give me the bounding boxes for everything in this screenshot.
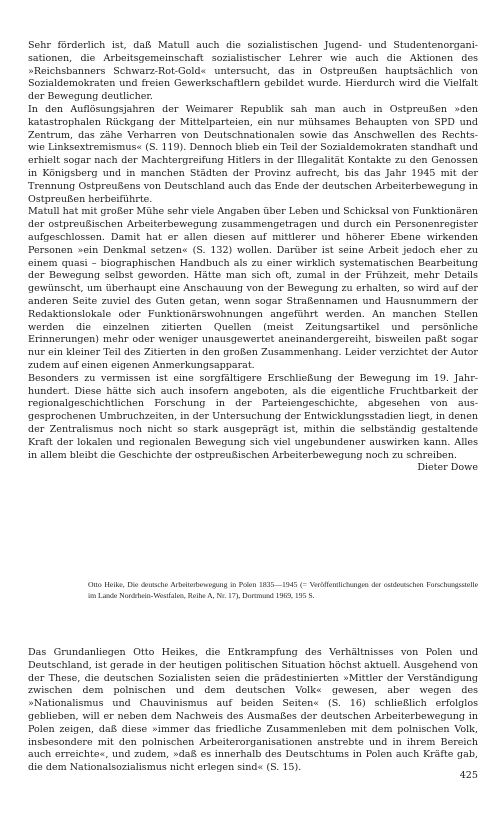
paragraph: Das Grundanliegen Otto Heikes, die Entkrampfung des Verhältnisses von Polen und Deutschland, ist gerade in der heutigen politischen Situation höchst aktuell. Ausgehend von der These, die deutschen Sozialisten seien die prädestinierten »Mittler der Verständigung zwischen dem polnischen und dem deutschen Volk« gewesen, aber wegen des »Nationalismus und Chauvinismus auf beiden Seiten« (S. 16) schließlich erfolglos geblieben, will er neben dem Nachweis des Ausmaßes der deutschen Arbeiterbewegung in Polen zeigen, daß diese »immer das friedliche Zusammenleben mit dem polnischen Volk, insbesondere mit den polnischen Arbeiterorganisationen anstrebte und in ihrem Bereich auch erreichte«, und zudem, »daß es innerhalb des Deutschtums in Polen auch Kräfte gab, die dem Nationalsozialismus nicht erlegen sind« (S. 15). bbox=[28, 647, 478, 774]
book-citation bbox=[88, 580, 478, 601]
paragraph: Sehr förderlich ist, daß Matull auch die sozialistischen Jugend- und Studentenorganisationen, die Arbeitsgemeinschaft sozialistischer Lehrer wie auch die Aktionen des »Reichsbanners Schwarz-Rot-Gold« untersucht, das in Ostpreußen hauptsächlich von Sozialdemokraten und freien Gewerkschaftlern gebildet wurde. Hierdurch wird die Vielfalt der Bewegung deutlicher. bbox=[28, 40, 478, 103]
paragraph: Besonders zu vermissen ist eine sorgfältigere Erschließung der Bewegung im 19. Jahrhundert. Diese hätte sich auch insofern angeboten, als die eigentliche Fruchtbarkeit der regionalgeschichtlichen Forschung in der Parteiengeschichte, abgesehen von ausgesprochenen Umbruchzeiten, in der Untersuchung der Entwicklungsstadien liegt, in denen der Zentralismus noch nicht so stark ausgeprägt ist, mithin die selbständig gestaltende Kraft der lokalen und regionalen Bewegung sich viel ungebundener auswirken kann. Alles in allem bleibt die Geschichte der ostpreußischen Arbeiterbewegung noch zu schreiben. bbox=[28, 372, 478, 461]
page-number: 425 bbox=[459, 770, 478, 781]
citation-text: Otto Heike, Die deutsche Arbeiterbewegung in Polen 1835—1945 (= Veröffentlichungen der ostdeutschen Forschungsstelle im Lande Nordrhein-Westfalen, Reihe A, Nr. 17), Dortmund 1969, 195 S. bbox=[88, 580, 478, 600]
review-heike bbox=[28, 647, 478, 775]
review-matull bbox=[28, 40, 478, 475]
paragraph: In den Auflösungsjahren der Weimarer Republik sah man auch in Ostpreußen »den katastrophalen Rückgang der Mittelparteien, ein nur mühsames Behaupten von SPD und Zentrum, das zähe Verharren von Deutschnationalen sowie das Anschwellen des Rechts- wie Linksextremismus« (S. 119). Dennoch blieb ein Teil der Sozialdemokraten standhaft und erhielt sogar nach der Machtergreifung Hitlers in der Illegalität Kontakte zu den Genossen in Königsberg und in manchen Städten der Provinz aufrecht, bis das Jahr 1945 mit der Trennung Ostpreußens von Deutschland auch das Ende der deutschen Arbeiterbewegung in Ostpreußen herbeiführte. bbox=[28, 103, 478, 205]
review-author: Dieter Dowe bbox=[417, 462, 478, 474]
paragraph: Matull hat mit großer Mühe sehr viele Angaben über Leben und Schicksal von Funktionären der ostpreußischen Arbeiterbewegung zusammengetragen und durch ein Personenregister aufgeschlossen. Damit hat er allen diesen auf mittlerer und höherer Ebene wirkenden Personen »ein Denkmal setzen« (S. 132) wollen. Darüber ist seine Arbeit jedoch eher zu einem quasi – biographischen Handbuch als zu einer wirklich systematischen Bearbeitung der Bewegung selbst geworden. Hätte man sich oft, zumal in der Frühzeit, mehr Details gewünscht, um überhaupt eine Anschauung von der Bewegung zu erhalten, so wird auf der anderen Seite zuviel des Guten getan, wenn sogar Straßennamen und Hausnummern der Redaktionslokale oder Funktionärswohnungen angeführt werden. An manchen Stellen werden die einzelnen zitierten Quellen (meist Zeitungsartikel und persönliche Erinnerungen) mehr oder weniger unausgewertet aneinandergereiht, bisweilen paßt sogar nur ein kleiner Teil des Zitierten in den großen Zusammenhang. Leider verzichtet der Autor zudem auf einen eigenen Anmerkungsapparat. bbox=[28, 206, 478, 371]
